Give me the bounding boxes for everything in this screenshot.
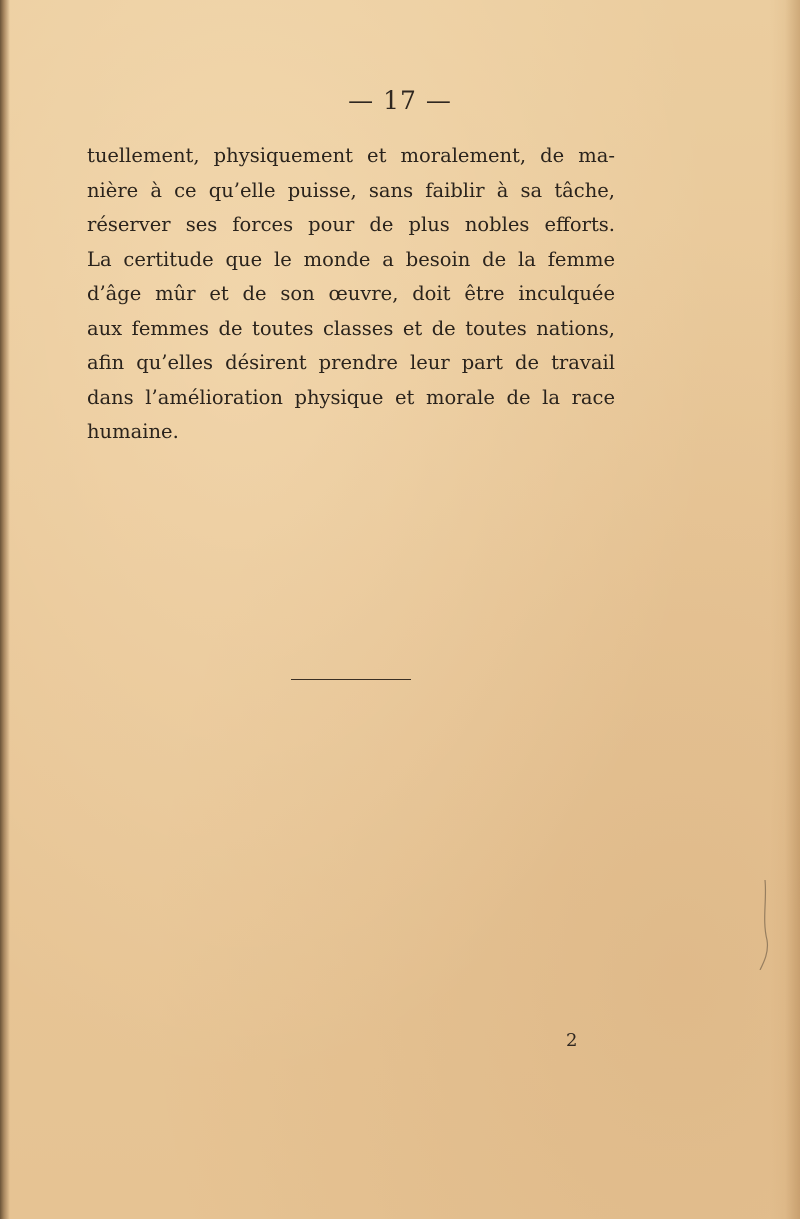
pencil-mark-icon: [758, 880, 772, 970]
paragraph-line: humaine.: [87, 420, 179, 443]
paragraph-line: aux femmes de toutes classes et de toutes nations,: [87, 316, 615, 340]
signature-mark: 2: [566, 1030, 578, 1051]
page-binding-edge: [0, 0, 10, 1219]
body-paragraph: [87, 139, 615, 450]
paragraph-line: nière à ce qu’elle puisse, sans faiblir à sa tâche,: [87, 178, 615, 202]
section-divider-rule: [291, 679, 411, 680]
paragraph-line: réserver ses forces pour de plus nobles efforts.: [87, 213, 615, 236]
paragraph-line: La certitude que le monde a besoin de la femme: [87, 247, 615, 271]
paragraph-line: tuellement, physiquement et moralement, de ma-: [87, 144, 615, 167]
paragraph-line: d’âge mûr et de son œuvre, doit être inculquée: [87, 282, 615, 305]
paragraph-line: dans l’amélioration physique et morale de la race: [87, 385, 615, 409]
paragraph-line: afin qu’elles désirent prendre leur part de travail: [87, 351, 615, 374]
page-number-header: — 17 —: [348, 86, 452, 115]
page-fore-edge: [770, 0, 800, 1219]
